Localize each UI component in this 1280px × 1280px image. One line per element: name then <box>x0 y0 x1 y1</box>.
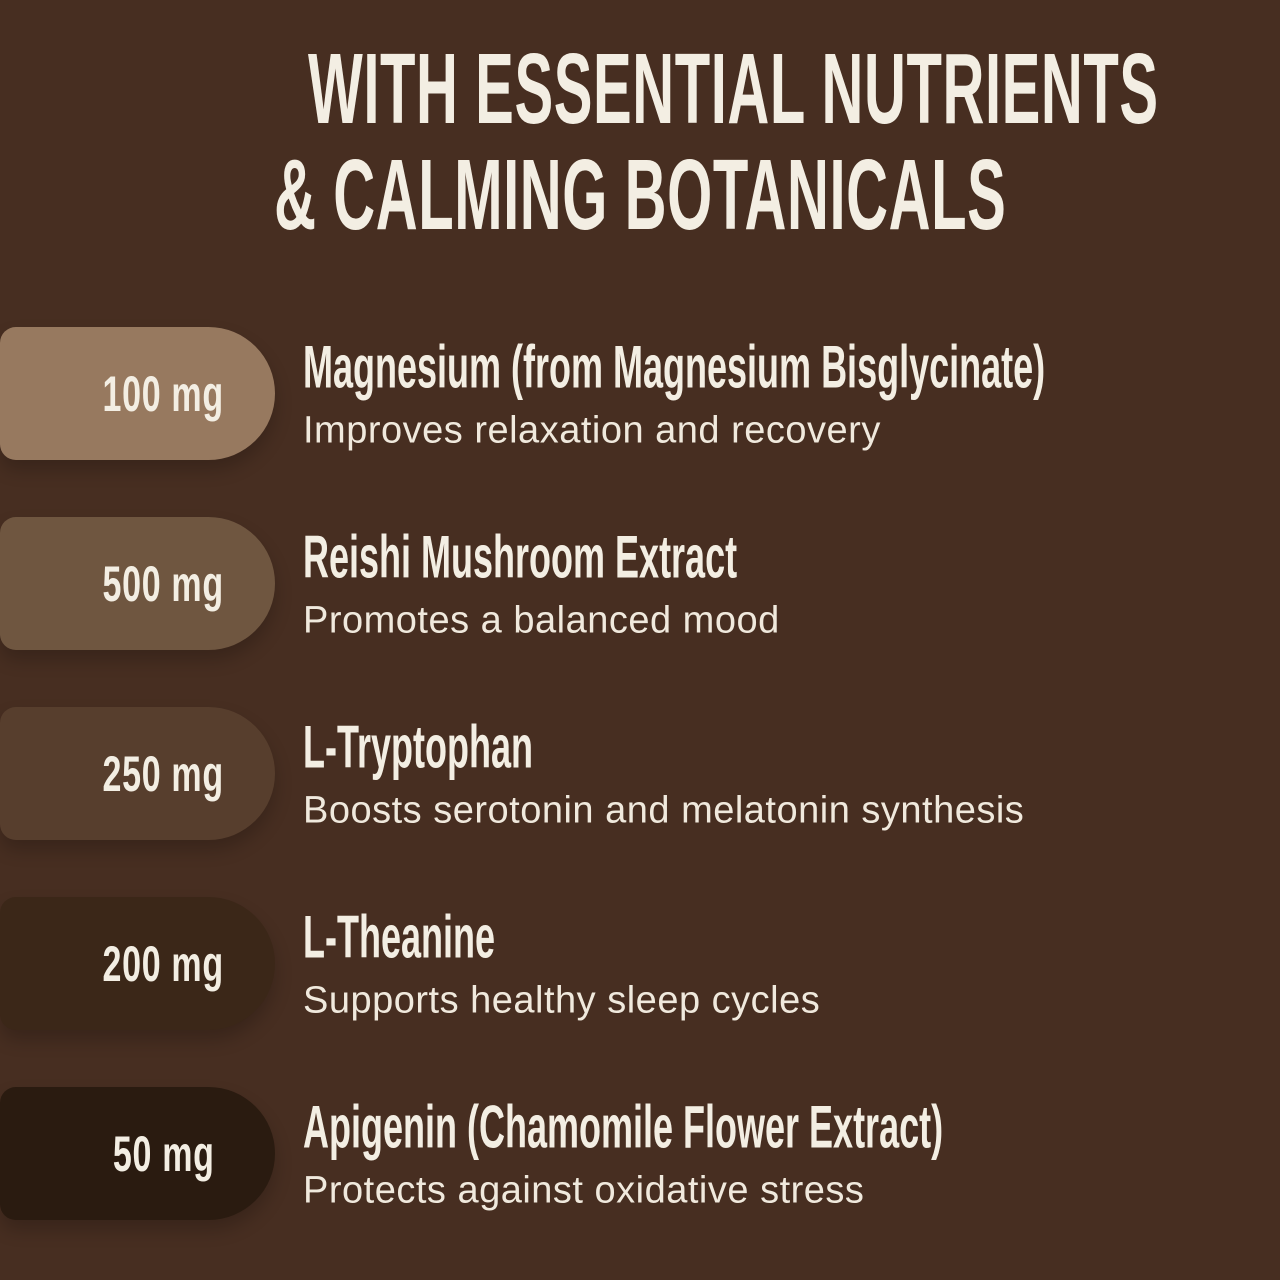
dosage-amount: 500 mg <box>102 555 225 612</box>
ingredient-benefit: Promotes a balanced mood <box>303 599 780 641</box>
dosage-amount: 250 mg <box>102 745 225 802</box>
ingredient-benefit: Improves relaxation and recovery <box>303 409 881 451</box>
ingredient-benefit: Supports healthy sleep cycles <box>303 979 821 1021</box>
dosage-badge <box>0 897 275 1030</box>
title-line-2: & CALMING BOTANICALS <box>273 139 1007 251</box>
dosage-badge <box>0 1087 275 1220</box>
ingredient-name: L-Tryptophan <box>303 713 533 780</box>
ingredient-row-apigenin <box>0 1087 1280 1220</box>
page-title <box>0 33 1280 251</box>
dosage-badge <box>0 517 275 650</box>
ingredient-benefit: Boosts serotonin and melatonin synthesis <box>303 789 1025 831</box>
ingredient-text <box>303 905 820 1022</box>
ingredient-name: Magnesium (from Magnesium Bisglycinate) <box>303 333 1046 400</box>
dosage-amount: 100 mg <box>102 365 225 422</box>
dosage-badge <box>0 327 275 460</box>
ingredient-row-reishi <box>0 517 1280 650</box>
ingredient-text <box>303 335 1280 452</box>
dosage-amount: 50 mg <box>112 1125 215 1182</box>
ingredient-name: Apigenin (Chamomile Flower Extract) <box>303 1093 944 1160</box>
ingredient-row-l-theanine <box>0 897 1280 1030</box>
ingredient-name: L-Theanine <box>303 903 496 970</box>
ingredient-row-l-tryptophan <box>0 707 1280 840</box>
ingredient-benefit: Protects against oxidative stress <box>303 1169 865 1211</box>
ingredient-text <box>303 1095 1280 1212</box>
dosage-amount: 200 mg <box>102 935 225 992</box>
ingredient-text <box>303 525 1027 642</box>
ingredient-row-magnesium <box>0 327 1280 460</box>
ingredient-text <box>303 715 1024 832</box>
dosage-badge <box>0 707 275 840</box>
title-line-1: WITH ESSENTIAL NUTRIENTS <box>307 33 1159 145</box>
ingredient-name: Reishi Mushroom Extract <box>303 523 738 590</box>
